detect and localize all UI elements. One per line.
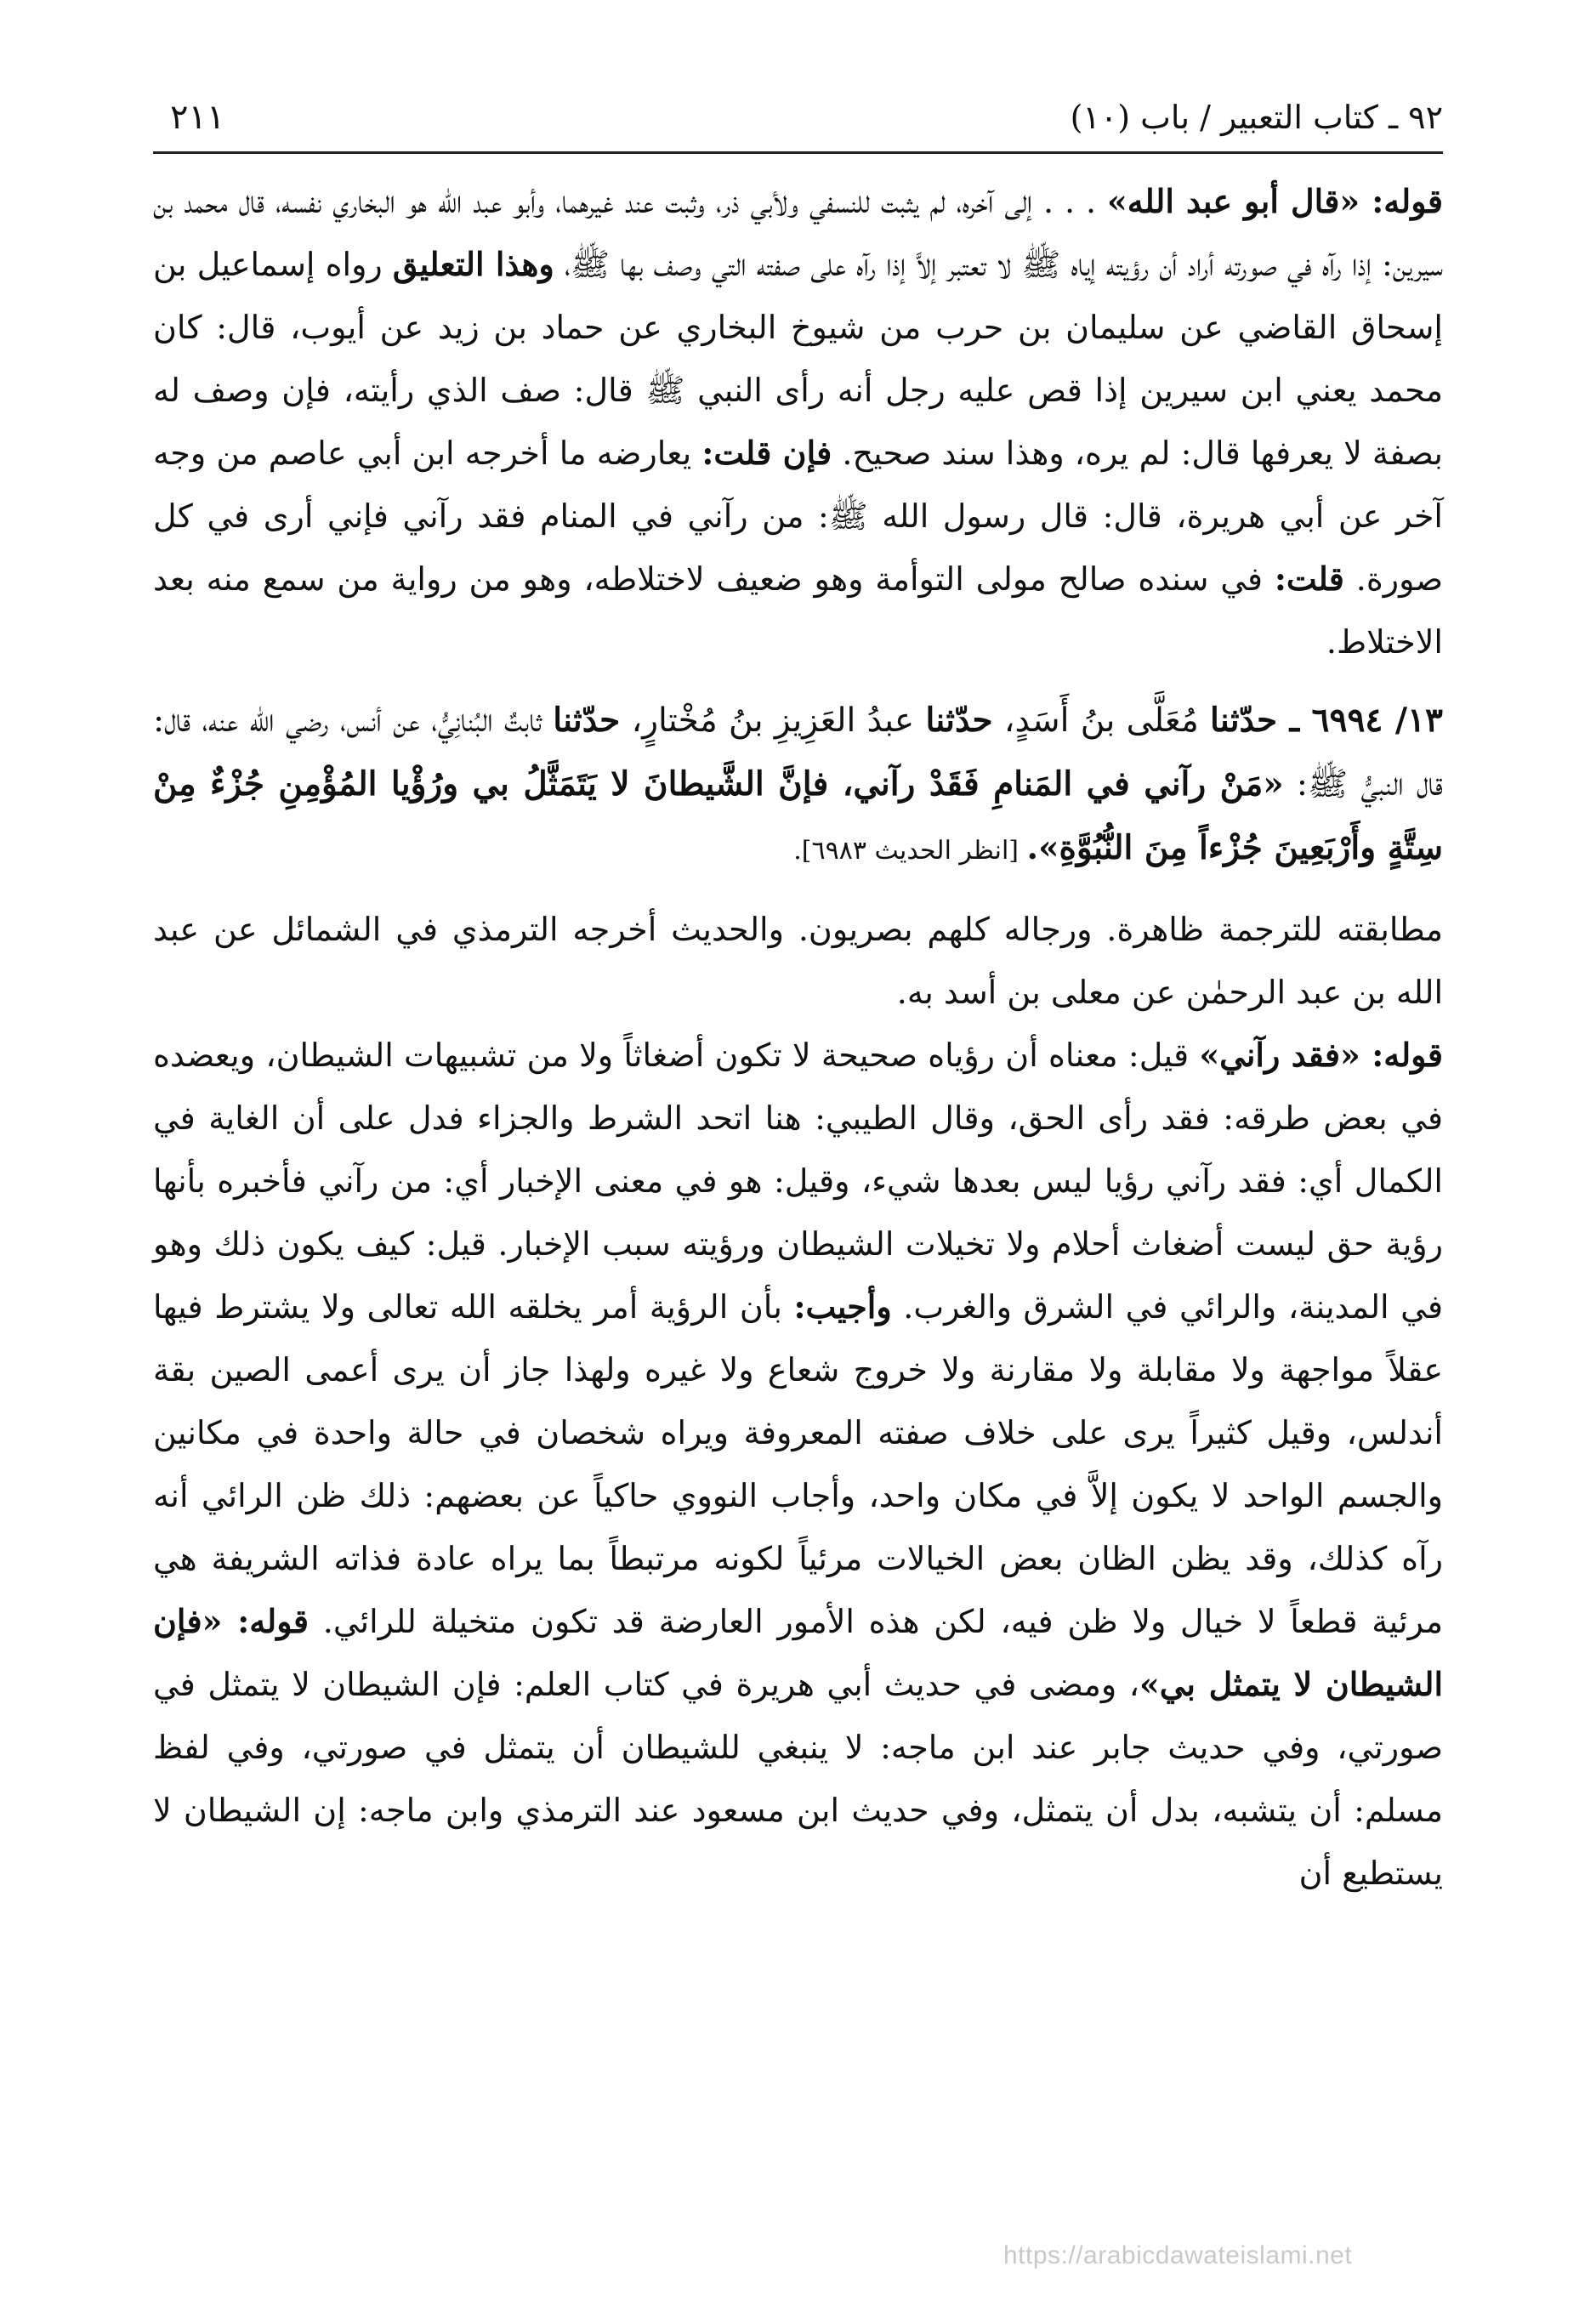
page-body [153,170,1443,1905]
cross-reference: [انظر الحديث ٦٩٨٣]. [793,836,1027,866]
paragraph-text: مطابقته للترجمة ظاهرة. ورجاله كلهم بصريون. والحديث أخرجه الترمذي في الشمائل عن عبد الله بن عبد الرحمٰن عن معلى بن أسد به. [153,911,1443,1011]
narration-term: حدّثنا [925,701,993,740]
page-header [153,92,1443,151]
commentary-paragraph-1 [153,170,1443,673]
paragraph-text: ، ومضى في حديث أبي هريرة في كتاب العلم: فإن الشيطان لا يتمثل في صورتي، وفي حديث جابر عند ابن ماجه: لا ينبغي للشيطان أن يتمثل في صورتي، وفي لفظ مسلم: أن يتشبه، بدل أن يتمثل، وفي حديث ابن مسعود عند الترمذي وابن ماجه: إن الشيطان لا يستطيع أن [153,1666,1443,1892]
narrator-text: عبدُ العَزِيزِ بنُ مُخْتارٍ، [620,701,926,740]
narrator-text: مُعَلَّى بنُ أَسَدٍ، [992,701,1211,740]
header-rule [153,151,1443,154]
emphasis-phrase: فإن قلت: [701,434,832,472]
running-title: ٩٢ ـ كتاب التعبير / باب (١٠) [1070,99,1443,136]
narrator-text: ثابتٌ البُنانِيُّ، عن أنس، رضي الله عنه، قال: قال النبيُّ ﷺ: [153,701,1443,804]
hadith-number: ١٣/ ٦٩٩٤ ـ حدّثنا [1210,701,1443,740]
hadith-paragraph [153,689,1443,883]
paragraph-text: قيل: معناه أن رؤياه صحيحة لا تكون أضغاثاً ولا من تشبيهات الشيطان، ويعضده في بعض طرقه: فقد رأى الحق، وقال الطيبي: هنا اتحد الشرط والجزاء فدل على أن الغاية في الكمال أي: فقد رآني رؤيا ليس بعدها شيء، وقيل: هو في معنى الإخبار أي: من رآني فأخبره بأنها رؤية حق ليست أضغاث أحلام ولا تخيلات الشيطان ورؤيته سبب الإخبار. قيل: كيف يكون ذلك وهو في المدينة، والرائي في الشرق والغرب. [153,1037,1444,1326]
emphasis-phrase: وهذا التعليق [392,245,554,283]
emphasis-phrase: قوله: «فإن الشيطان لا يتمثل بي» [153,1602,1443,1703]
emphasis-phrase: وأجيب: [793,1287,892,1326]
paragraph-text: في سنده صالح مولى التوأمة وهو ضعيف لاختلاطه، وهو من رواية من سمع منه بعد الاختلاط. [153,560,1443,661]
lead-phrase: قوله: «فقد رآني» [1199,1036,1443,1074]
commentary-paragraph-2 [153,898,1443,1024]
hadith-text: «مَنْ رآني في المَنامِ فَقَدْ رآني، فإنَّ الشَّيطانَ لا يَتَمَثَّلُ بي ورُؤْيا المُؤْمِنِ جُزْءٌ مِنْ سِتَّةٍ وأَرْبَعِينَ جُزْءاً مِنَ النُّبُوَّةِ». [153,764,1443,867]
paragraph-text: يعارضه ما أخرجه ابن أبي عاصم من وجه آخر عن أبي هريرة، قال: قال رسول الله ﷺ: من رآني في المنام فقد رآني فإني أرى في كل صورة. [153,435,1443,598]
paragraph-text: رواه إسماعيل بن إسحاق القاضي عن سليمان بن حرب من شيوخ البخاري عن حماد بن زيد عن أيوب، قال: كان محمد يعني ابن سيرين إذا قص عليه رجل أنه رأى النبي ﷺ قال: صف الذي رأيته، فإن وصف له بصفة لا يعرفها قال: لم يره، وهذا سند صحيح. [153,246,1443,472]
paragraph-text: بأن الرؤية أمر يخلقه الله تعالى ولا يشترط فيها عقلاً مواجهة ولا مقابلة ولا مقارنة ولا خروج شعاع ولا غيره ولهذا جاز أن يرى أعمى الصين بقة أندلس، وقيل كثيراً يرى على خلاف صفته المعروفة ويراه شخصان في حالة واحدة في مكانين والجسم الواحد لا يكون إلاَّ في مكان واحد، وأجاب النووي حاكياً عن بعضهم: ذلك ظن الرائي أنه رآه كذلك، وقد يظن الظان بعض الخيالات مرئياً لكونه مرتبطاً بما يراه عادة فذاته الشريفة هي مرئية قطعاً لا خيال ولا ظن فيه، لكن هذه الأمور العارضة قد تكون متخيلة للرائي. [153,1288,1444,1640]
emphasis-phrase: قلت: [1274,559,1344,598]
commentary-paragraph-3 [153,1024,1443,1905]
paragraph-text: . . . إلى آخره، لم يثبت للنسفي ولأبي ذر، وثبت عند غيرهما، وأبو عبد الله هو البخاري نفسه، قال محمد بن سيرين: إذا رآه في صورته أراد أن رؤيته إياه ﷺ لا تعتبر إلاَّ إذا رآه على صفته التي وصف بها ﷺ، [153,183,1444,283]
narration-term: حدّثنا [553,701,621,740]
page-number: ٢١١ [170,98,225,137]
watermark-url: https://arabicdawateislami.net [1003,2241,1353,2269]
lead-phrase: قوله: «قال أبو عبد الله» [1107,182,1443,220]
